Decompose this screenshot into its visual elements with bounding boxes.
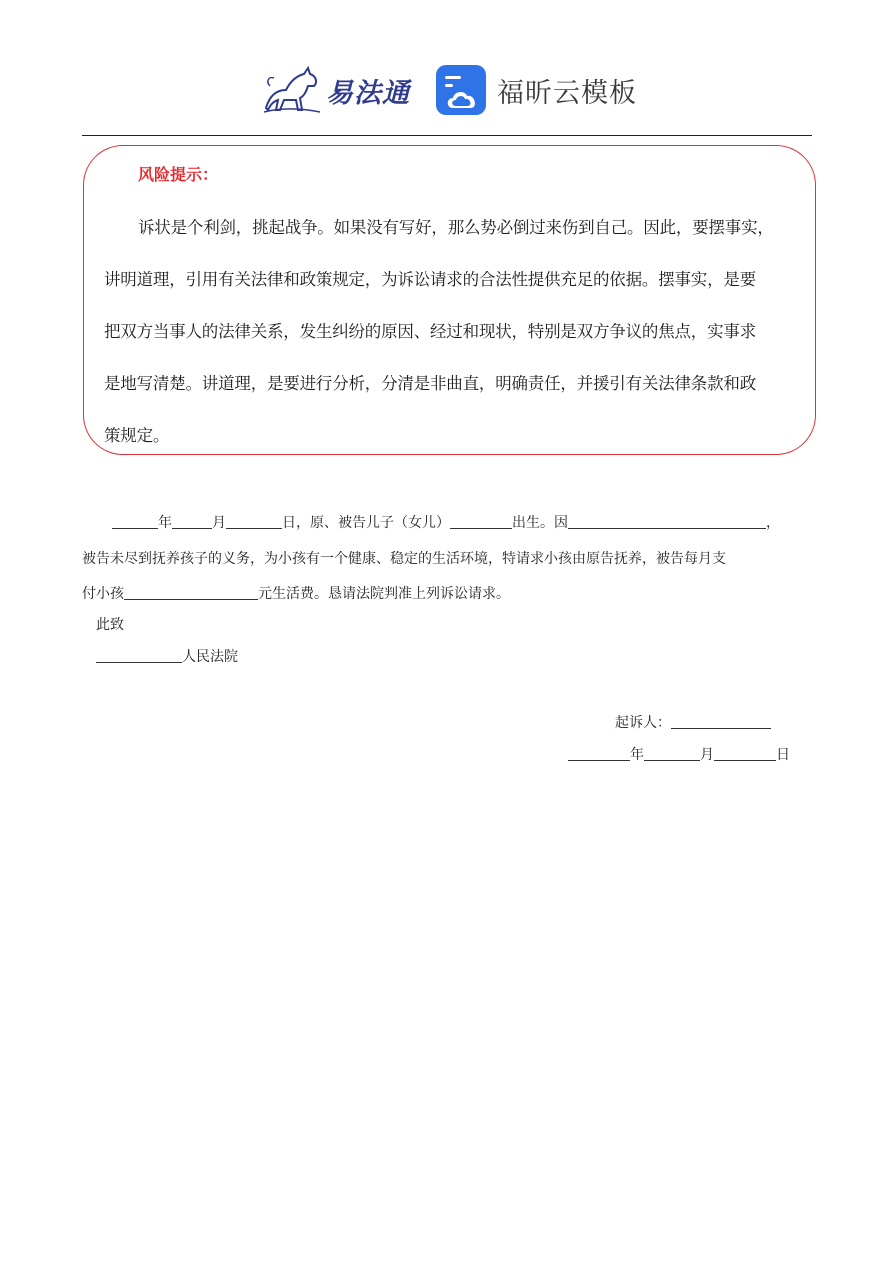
risk-line: 策规定。 [104,426,170,445]
day-blank[interactable] [226,514,282,529]
sign-month-label: 月 [700,747,714,763]
court-label: 人民法院 [182,649,238,665]
foxit-template-logo [435,64,637,116]
sign-month-blank[interactable] [644,746,700,761]
signature-date-line [568,744,790,764]
header-divider [82,135,812,136]
year-blank[interactable] [112,514,158,529]
risk-line: 把双方当事人的法律关系，发生纠纷的原因、经过和现状，特别是双方争议的焦点，实事求 [104,322,757,341]
petition-line-3 [82,583,510,603]
qilin-icon [260,64,324,116]
plaintiff-signature-line [615,712,771,732]
cloud-document-icon [435,64,487,116]
risk-line: 诉状是个利剑，挑起战争。如果没有写好，那么势必倒过来伤到自己。因此，要摆事实， [138,218,774,237]
yifatong-logo [260,62,410,118]
birth-date-blank[interactable] [450,514,512,529]
court-line [96,646,238,666]
sign-year-blank[interactable] [568,746,630,761]
sign-day-blank[interactable] [714,746,776,761]
plaintiff-name-blank[interactable] [671,714,771,729]
brand-foxit-template: 福昕云模板 [497,77,637,109]
risk-line: 是地写清楚。讲道理，是要进行分析，分清是非曲直，明确责任，并援引有关法律条款和政 [104,374,757,393]
sign-day-label: 日 [776,747,790,763]
court-name-blank[interactable] [96,648,182,663]
year-label: 年 [158,515,172,531]
salutation: 此致 [96,617,124,633]
brand-yifatong: 易法通 [326,77,410,109]
day-clause: 日，原、被告儿子（女儿） [282,515,450,531]
risk-line: 讲明道理，引用有关法律和政策规定，为诉讼请求的合法性提供充足的依据。摆事实，是要 [104,270,757,289]
plaintiff-label: 起诉人： [615,715,671,731]
comma: ， [766,515,780,531]
sign-year-label: 年 [630,747,644,763]
reason-blank[interactable] [568,514,766,529]
line3-prefix: 付小孩 [82,586,124,602]
risk-notice-title: 风险提示： [138,165,219,184]
petition-line-1 [112,512,780,532]
line3-suffix: 元生活费。恳请法院判准上列诉讼请求。 [258,586,510,602]
born-label: 出生。因 [512,515,568,531]
month-blank[interactable] [172,514,212,529]
page-header [0,58,893,122]
amount-blank[interactable] [124,585,258,600]
petition-line-2: 被告未尽到抚养孩子的义务，为小孩有一个健康、稳定的生活环境，特请求小孩由原告抚养，被告每月支 [82,551,726,567]
risk-notice-box [83,145,816,455]
month-label: 月 [212,515,226,531]
